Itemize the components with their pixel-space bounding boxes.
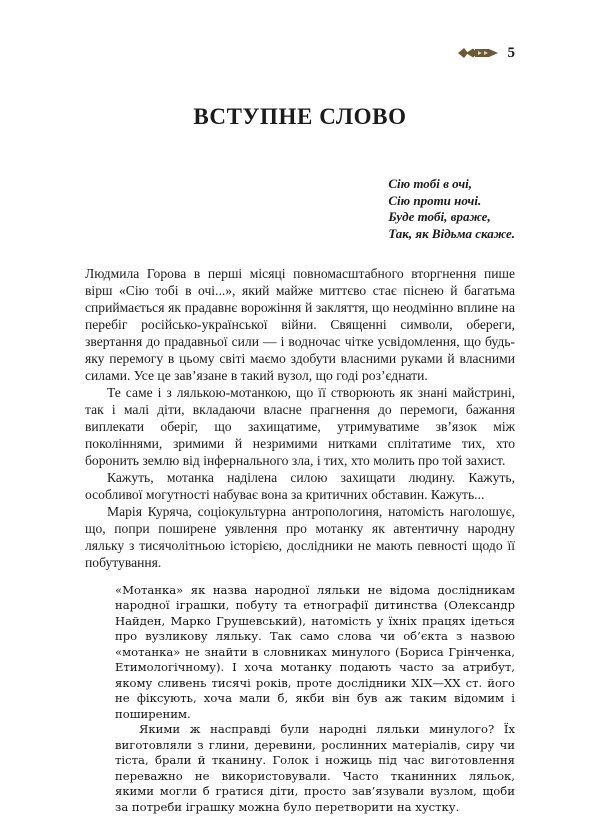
quote-paragraph: Якими ж насправді були народні ляльки минулого? Їх виготовляли з глини, деревини, рослинних матеріалів, сиру чи тіста, брали й тканину. Голок і ножиць під час виготовлення переважно не використовували. Часто тканинних ляльок, якими могли б гратися діти, просто зав’язували вузлом, щоби за потреби іграшку можна було перетворити на хустку.	[115, 722, 515, 814]
epigraph-line: Сію тобі в очі,	[388, 176, 473, 191]
epigraph	[388, 176, 515, 243]
decorative-ornament-icon	[458, 47, 498, 59]
chapter-title: ВСТУПНЕ СЛОВО	[193, 104, 407, 129]
paragraph: Марія Куряча, соціокультурна антропологиня, натомість наголошує, що, попри поширене уявлення про мотанку як автентичну народну ляльку з тисячолітньою історією, дослідники не мають певності щодо її побутування.	[85, 503, 515, 570]
paragraph: Людмила Горова в перші місяці повномасштабного вторгнення пише вірш «Сію тобі в очі...», який майже миттєво стає піснею й багатьма сприймається як прадавнє ворожіння й закляття, що неодмінно вплине на перебіг російсько-української війни. Священні символи, обереги, звертання до прадавньої сили — і водночас чітке усвідомлення, що будь-яку перемогу в цьому світі маємо здобути власними руками й власними силами. Усе це зав’язане в такий вузол, що годі роз’єднати.	[85, 265, 515, 383]
quote-paragraph: «Мотанка» як назва народної ляльки не відома дослідникам народної іграшки, побуту та етнографії дитинства (Олександр Найден, Марко Грушевський), натомість у їхніх працях ідеться про вузликову ляльку. Так само слова чи об’єкта з назвою «мотанка» не знайти в словниках минулого (Бориса Грінченка, Етимологічному). І хоча мотанку подають часто за атрибут, якому сливень тисячі років, проте дослідники XIX—XX ст. його не фіксують, хоча мали б, якби він був аж таким відомим і поширеним.	[115, 582, 515, 721]
paragraph: Кажуть, мотанка наділена силою захищати людину. Кажуть, особливої могутності набуває вона за критичних обставин. Кажуть...	[85, 469, 515, 502]
epigraph-line: Сію проти ночі.	[388, 192, 482, 208]
page-header	[85, 44, 515, 62]
epigraph-line: Буде тобі, враже,	[388, 209, 491, 225]
paragraph: Те саме і з лялькою-мотанкою, що її створюють як знані майстрині, так і малі діти, вкладаючи власне прагнення до перемоги, бажання виплекати оберіг, що захищатиме, утримуватиме зв’язок між поколіннями, зримими й незримими нитками сплітатиме тих, хто боронить землю від інфернального зла, і тих, хто молить про той захист.	[85, 384, 515, 468]
page-number: 5	[507, 44, 515, 61]
body-text	[85, 265, 515, 571]
epigraph-line: Так, як Відьма скаже.	[388, 225, 515, 241]
quote-block	[115, 583, 515, 816]
